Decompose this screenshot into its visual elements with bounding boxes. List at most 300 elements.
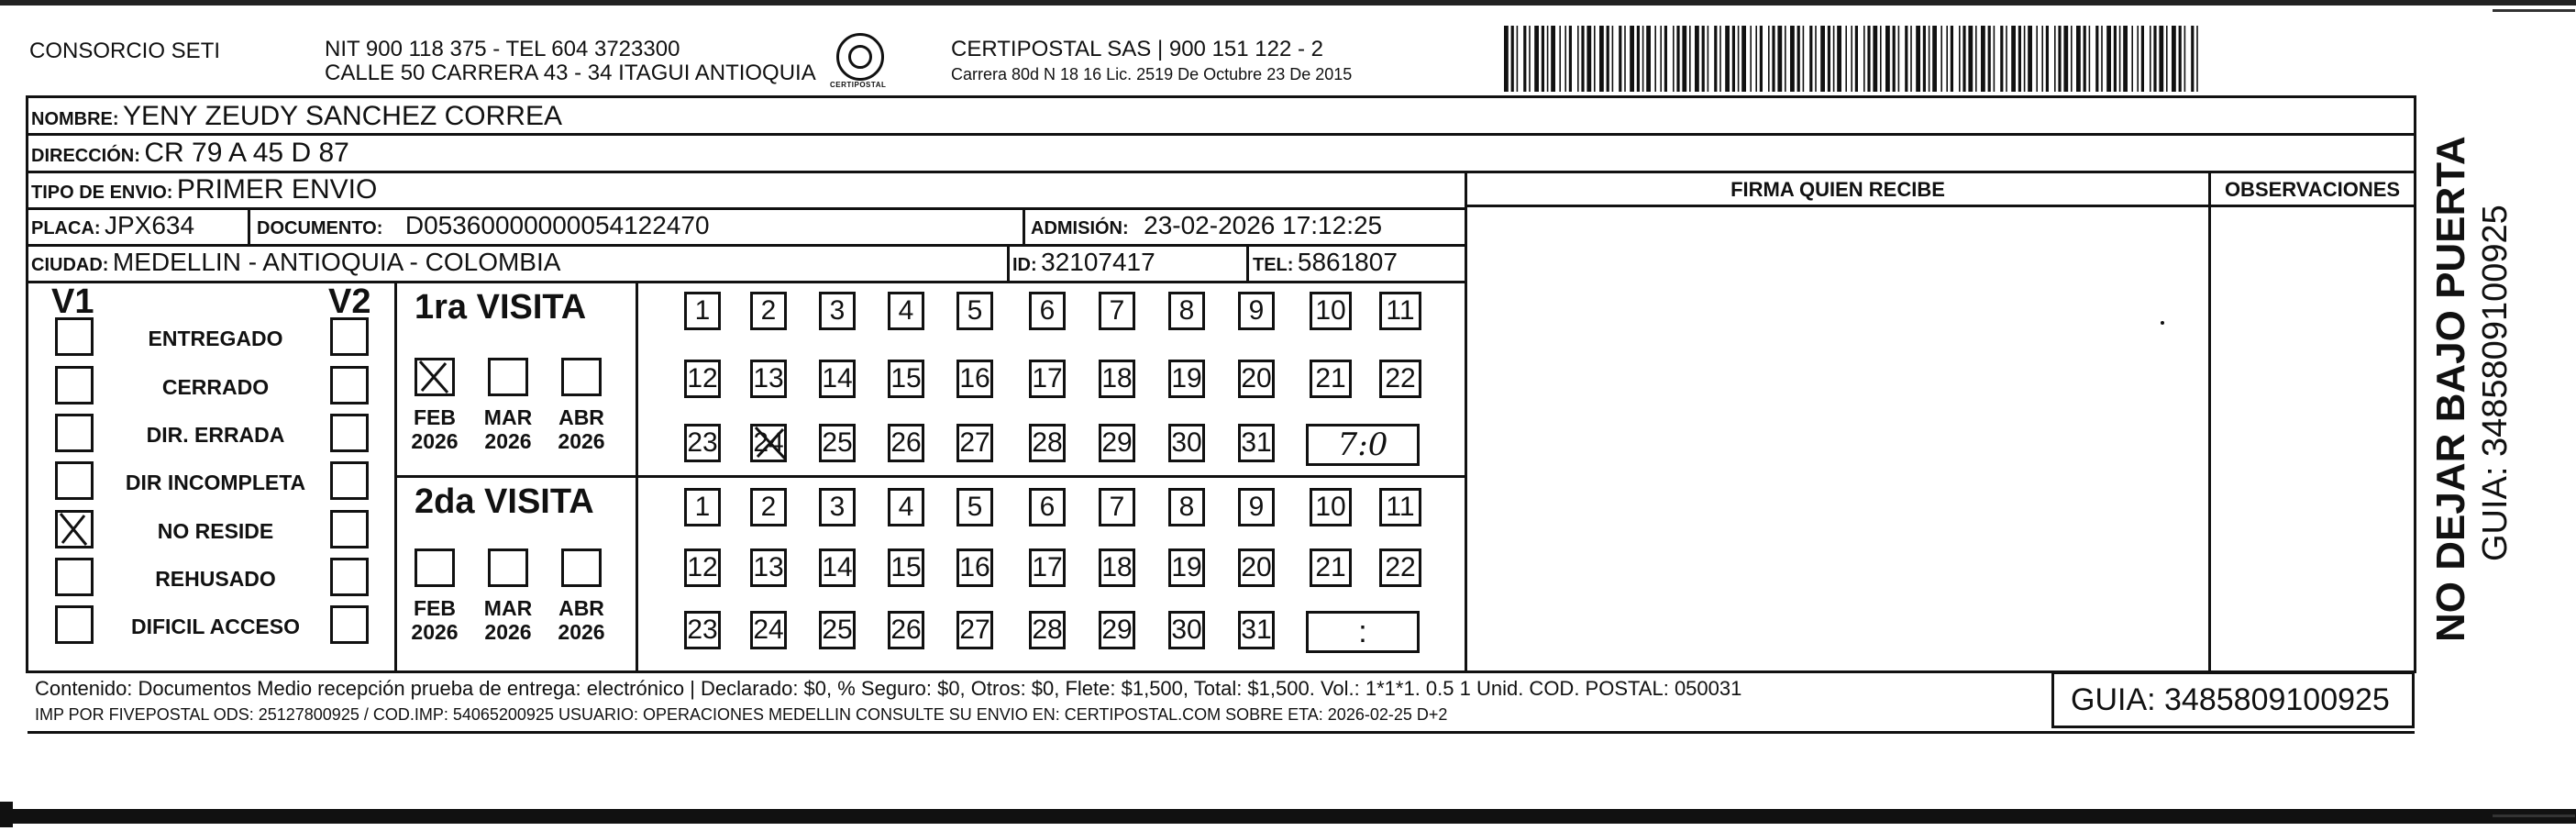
- day-box[interactable]: 13: [750, 360, 787, 398]
- company-address: CALLE 50 CARRERA 43 - 34 ITAGUI ANTIOQUIA: [325, 61, 816, 85]
- barcode-bar: [1975, 26, 1977, 92]
- row-line: [26, 207, 1465, 210]
- status-v1-checkbox[interactable]: [55, 317, 94, 356]
- name-value: YENY ZEUDY SANCHEZ CORREA: [123, 101, 562, 131]
- barcode-bar: [1820, 26, 1825, 92]
- status-v2-checkbox[interactable]: [330, 510, 369, 548]
- barcode-bar: [1511, 26, 1514, 92]
- month-checkbox[interactable]: [561, 358, 602, 396]
- month-label: [405, 596, 464, 644]
- barcode-bar: [1863, 26, 1865, 92]
- barcode-bar: [1517, 26, 1519, 92]
- check-mark: [750, 424, 792, 462]
- day-box[interactable]: 10: [1310, 292, 1352, 330]
- footer-imp-line: IMP POR FIVEPOSTAL ODS: 25127800925 / COD.IMP: 54065200925 USUARIO: OPERACIONES MEDELLIN CONSULTE SU ENVIO EN: CERTIPOSTAL.COM SOBRE ETA: 2026-02-25 D+2: [35, 705, 1448, 724]
- barcode-bar: [2114, 26, 2117, 92]
- day-box[interactable]: 31: [1238, 611, 1275, 649]
- month-year: 2026: [558, 429, 605, 453]
- plate-value: JPX634: [105, 211, 195, 239]
- row-line: [26, 281, 1465, 283]
- month-label: [552, 596, 611, 644]
- certipostal-logo: [836, 33, 884, 81]
- barcode-bar: [1719, 26, 1721, 92]
- barcode-bar: [1867, 26, 1870, 92]
- barcode-bar: [2041, 26, 2043, 92]
- id-row: [1012, 248, 1155, 277]
- signature-dot: [2161, 321, 2164, 325]
- barcode-bar: [1504, 26, 1509, 92]
- barcode-bar: [1642, 26, 1644, 92]
- barcode-bar: [1851, 26, 1852, 92]
- barcode-bar: [1828, 26, 1830, 92]
- day-box[interactable]: 18: [1099, 360, 1135, 398]
- barcode-bar: [1523, 26, 1526, 92]
- barcode-bar: [1893, 26, 1896, 92]
- barcode-bar: [1940, 26, 1942, 92]
- barcode-bar: [1951, 26, 1953, 92]
- barcode-bar: [1660, 26, 1662, 92]
- address-label: DIRECCIÓN:: [31, 146, 140, 166]
- barcode-bar: [1790, 26, 1795, 92]
- city-label: CIUDAD:: [31, 255, 109, 275]
- barcode-bar: [1689, 26, 1691, 92]
- barcode-bar: [1682, 26, 1686, 92]
- day-box[interactable]: 24: [750, 611, 787, 649]
- day-box[interactable]: 3: [819, 488, 856, 526]
- barcode-bar: [2119, 26, 2121, 92]
- barcode-bar: [1946, 26, 1948, 92]
- row-line: [26, 133, 2416, 136]
- barcode-bar: [1534, 26, 1539, 92]
- side-cut-line: [2493, 814, 2575, 817]
- carrier-address: Carrera 80d N 18 16 Lic. 2519 De Octubre 23 De 2015: [951, 65, 1353, 83]
- month-label: [552, 405, 611, 453]
- barcode-bar: [2137, 26, 2139, 92]
- barcode-bar: [2159, 26, 2163, 92]
- observations-header: OBSERVACIONES: [2224, 178, 2401, 201]
- status-v2-checkbox[interactable]: [330, 414, 369, 452]
- barcode-bar: [1654, 26, 1656, 92]
- barcode-bar: [1637, 26, 1640, 92]
- col-line: [248, 207, 250, 244]
- tel-row: [1253, 248, 1398, 277]
- day-box[interactable]: 7: [1099, 292, 1135, 330]
- plate-label: PLACA:: [31, 218, 101, 238]
- day-box[interactable]: 2: [750, 292, 787, 330]
- shipment-value: PRIMER ENVIO: [176, 174, 378, 205]
- day-box[interactable]: 22: [1379, 548, 1421, 587]
- barcode-bar: [1988, 26, 1991, 92]
- day-box[interactable]: 25: [819, 424, 856, 462]
- barcode-bar: [1676, 26, 1679, 92]
- col-line: [1246, 244, 1249, 281]
- barcode-bar: [1741, 26, 1746, 92]
- col-line: [2208, 171, 2211, 673]
- status-v2-checkbox[interactable]: [330, 558, 369, 596]
- day-box[interactable]: 31: [1238, 424, 1275, 462]
- status-v1-checkbox[interactable]: [55, 366, 94, 404]
- barcode-bar: [1708, 26, 1709, 92]
- status-label: DIR INCOMPLETA: [125, 471, 306, 494]
- plate-row: [31, 211, 194, 240]
- day-box[interactable]: 3: [819, 292, 856, 330]
- barcode-bar: [1837, 26, 1841, 92]
- barcode-bar: [1646, 26, 1651, 92]
- barcode-bar: [1612, 26, 1614, 92]
- side-guide: GUIA: 3485809100925: [2476, 205, 2515, 561]
- barcode-bar: [2063, 26, 2068, 92]
- barcode-bar: [1797, 26, 1800, 92]
- day-box[interactable]: 20: [1238, 548, 1275, 587]
- check-mark: [415, 358, 455, 396]
- barcode-bar: [1833, 26, 1835, 92]
- barcode-bar: [1815, 26, 1817, 92]
- barcode: [1504, 26, 2206, 92]
- barcode-bar: [1587, 26, 1591, 92]
- barcode-bar: [1910, 26, 1912, 92]
- day-box[interactable]: 7: [1099, 488, 1135, 526]
- barcode-bar: [2123, 26, 2128, 92]
- visit1-title: 1ra VISITA: [415, 288, 587, 327]
- barcode-bar: [1855, 26, 1858, 92]
- barcode-bar: [2028, 26, 2032, 92]
- bottom-border-line: [0, 809, 2576, 824]
- col-line: [394, 281, 397, 673]
- visit1-time-field[interactable]: [1306, 424, 1420, 466]
- month-checkbox[interactable]: [488, 358, 528, 396]
- status-v1-checkbox[interactable]: [55, 558, 94, 596]
- day-box[interactable]: 15: [888, 548, 924, 587]
- barcode-bar: [1885, 26, 1890, 92]
- month-checkbox[interactable]: [488, 548, 528, 587]
- side-cut-line: [2493, 9, 2575, 12]
- barcode-bar: [2018, 26, 2021, 92]
- barcode-bar: [2150, 26, 2151, 92]
- day-box[interactable]: 19: [1168, 548, 1205, 587]
- barcode-bar: [1777, 26, 1782, 92]
- day-box[interactable]: 22: [1379, 360, 1421, 398]
- day-box[interactable]: 29: [1099, 611, 1135, 649]
- status-label: REHUSADO: [155, 567, 276, 591]
- status-v1-checkbox[interactable]: [55, 510, 94, 548]
- col-line: [636, 281, 638, 673]
- address-row: [31, 138, 349, 169]
- id-value: 32107417: [1041, 248, 1155, 276]
- month-label: [405, 405, 464, 453]
- name-label: NOMBRE:: [31, 109, 119, 129]
- day-box[interactable]: 5: [956, 292, 993, 330]
- barcode-bar: [1803, 26, 1805, 92]
- day-box[interactable]: 1: [684, 488, 721, 526]
- col-line: [2414, 95, 2416, 673]
- barcode-bar: [1624, 26, 1626, 92]
- day-box[interactable]: 25: [819, 611, 856, 649]
- day-box[interactable]: 11: [1379, 488, 1421, 526]
- carrier-name: CERTIPOSTAL SAS | 900 151 122 - 2: [951, 37, 1323, 61]
- barcode-bar: [2076, 26, 2081, 92]
- barcode-bar: [1607, 26, 1609, 92]
- day-box[interactable]: 15: [888, 360, 924, 398]
- day-box[interactable]: 18: [1099, 548, 1135, 587]
- day-box[interactable]: 21: [1310, 360, 1352, 398]
- company-name: CONSORCIO SETI: [29, 39, 221, 63]
- barcode-bar: [1581, 26, 1584, 92]
- status-v2-checkbox[interactable]: [330, 317, 369, 356]
- barcode-bar: [1673, 26, 1675, 92]
- day-box[interactable]: 4: [888, 488, 924, 526]
- shipment-row: [31, 174, 377, 205]
- company-nit: NIT 900 118 375 - TEL 604 3723300: [325, 37, 680, 61]
- barcode-bar: [2089, 26, 2091, 92]
- day-box[interactable]: 13: [750, 548, 787, 587]
- check-mark: [55, 510, 94, 548]
- barcode-bar: [2054, 26, 2056, 92]
- day-box[interactable]: 6: [1029, 292, 1066, 330]
- barcode-bar: [1702, 26, 1705, 92]
- barcode-bar: [1898, 26, 1900, 92]
- barcode-bar: [1916, 26, 1920, 92]
- footer-content-line: Contenido: Documentos Medio recepción prueba de entrega: electrónico | Declarado: $0, % Seguro: $0, Otros: $0, Flete: $1,500, Total: $1,500. Vol.: 1*1*1. 0.5 1 Unid. COD. POSTAL: 050031: [35, 677, 1742, 700]
- barcode-bar: [1577, 26, 1579, 92]
- month-name: FEB: [414, 596, 456, 620]
- city-row: [31, 248, 560, 277]
- month-checkbox[interactable]: [415, 358, 455, 396]
- visit2-time-value: :: [1358, 615, 1367, 649]
- barcode-bar: [1923, 26, 1926, 92]
- day-box[interactable]: 10: [1310, 488, 1352, 526]
- barcode-bar: [1880, 26, 1882, 92]
- visit2-time-field[interactable]: [1306, 611, 1420, 653]
- barcode-bar: [1542, 26, 1544, 92]
- barcode-bar: [1559, 26, 1561, 92]
- month-name: ABR: [558, 596, 604, 620]
- month-year: 2026: [484, 429, 532, 453]
- barcode-bar: [2058, 26, 2061, 92]
- day-box[interactable]: 28: [1029, 611, 1066, 649]
- day-box[interactable]: 2: [750, 488, 787, 526]
- status-v2-checkbox[interactable]: [330, 461, 369, 500]
- barcode-bar: [2141, 26, 2144, 92]
- day-box[interactable]: 30: [1168, 611, 1205, 649]
- day-box[interactable]: 21: [1310, 548, 1352, 587]
- barcode-bar: [2095, 26, 2098, 92]
- footer-bottom-line: [28, 731, 2415, 734]
- barcode-bar: [1768, 26, 1770, 92]
- day-box[interactable]: 8: [1168, 488, 1205, 526]
- barcode-bar: [1962, 26, 1965, 92]
- barcode-bar: [1551, 26, 1555, 92]
- barcode-bar: [2011, 26, 2016, 92]
- barcode-bar: [1738, 26, 1740, 92]
- status-v2-checkbox[interactable]: [330, 366, 369, 404]
- barcode-bar: [2084, 26, 2086, 92]
- status-v1-checkbox[interactable]: [55, 414, 94, 452]
- barcode-bar: [1664, 26, 1667, 92]
- barcode-bar: [2046, 26, 2049, 92]
- barcode-bar: [2153, 26, 2156, 92]
- barcode-bar: [1594, 26, 1596, 92]
- barcode-bar: [1564, 26, 1566, 92]
- barcode-bar: [2000, 26, 2003, 92]
- month-year: 2026: [484, 620, 532, 644]
- barcode-bar: [1809, 26, 1812, 92]
- day-box[interactable]: 26: [888, 424, 924, 462]
- barcode-bar: [2024, 26, 2026, 92]
- barcode-bar: [1785, 26, 1786, 92]
- col-line: [1007, 244, 1010, 281]
- barcode-bar: [1732, 26, 1735, 92]
- barcode-bar: [2179, 26, 2182, 92]
- barcode-bar: [1569, 26, 1572, 92]
- barcode-bar: [1630, 26, 1634, 92]
- day-box[interactable]: 19: [1168, 360, 1205, 398]
- barcode-bar: [1994, 26, 1996, 92]
- admission-row: [1031, 211, 1382, 240]
- day-box[interactable]: 30: [1168, 424, 1205, 462]
- day-box[interactable]: 23: [684, 424, 721, 462]
- barcode-bar: [1905, 26, 1907, 92]
- status-label: ENTREGADO: [148, 327, 283, 350]
- barcode-bar: [2106, 26, 2111, 92]
- day-box[interactable]: 16: [956, 360, 993, 398]
- tel-value: 5861807: [1297, 248, 1398, 276]
- month-checkbox[interactable]: [415, 548, 455, 587]
- barcode-bar: [2131, 26, 2133, 92]
- day-box[interactable]: 9: [1238, 488, 1275, 526]
- barcode-bar: [1760, 26, 1763, 92]
- day-box[interactable]: 17: [1029, 360, 1066, 398]
- barcode-bar: [1968, 26, 1973, 92]
- month-label: [479, 596, 537, 644]
- barcode-bar: [1873, 26, 1877, 92]
- month-name: MAR: [483, 596, 533, 620]
- barcode-bar: [1772, 26, 1774, 92]
- col-line: [1023, 207, 1025, 244]
- day-box[interactable]: 23: [684, 611, 721, 649]
- barcode-bar: [1845, 26, 1847, 92]
- barcode-bar: [2191, 26, 2194, 92]
- month-name: MAR: [483, 405, 533, 429]
- bottom-border-cap: [0, 802, 13, 827]
- status-v2-checkbox[interactable]: [330, 605, 369, 644]
- barcode-bar: [1547, 26, 1549, 92]
- status-label: CERRADO: [161, 375, 270, 399]
- month-year: 2026: [411, 429, 459, 453]
- barcode-bar: [1695, 26, 1699, 92]
- day-box[interactable]: 12: [684, 548, 721, 587]
- row-line: [394, 475, 1465, 478]
- month-name: ABR: [558, 405, 604, 429]
- status-v1-checkbox[interactable]: [55, 605, 94, 644]
- col-line: [1465, 171, 1467, 673]
- month-name: FEB: [414, 405, 456, 429]
- v2-header: V2: [328, 283, 371, 321]
- signature-header: FIRMA QUIEN RECIBE: [1730, 178, 1945, 201]
- admission-label: ADMISIÓN:: [1031, 218, 1129, 238]
- document-value: D05360000000054122470: [404, 211, 710, 239]
- barcode-bar: [2036, 26, 2038, 92]
- visit2-title: 2da VISITA: [415, 482, 594, 521]
- certipostal-logo-text: CERTIPOSTAL: [830, 81, 887, 89]
- barcode-bar: [2006, 26, 2007, 92]
- day-box[interactable]: 9: [1238, 292, 1275, 330]
- day-box[interactable]: 27: [956, 424, 993, 462]
- day-box[interactable]: 1: [684, 292, 721, 330]
- barcode-bar: [1725, 26, 1730, 92]
- barcode-bar: [2196, 26, 2198, 92]
- day-box[interactable]: 20: [1238, 360, 1275, 398]
- barcode-bar: [1959, 26, 1961, 92]
- day-box[interactable]: 16: [956, 548, 993, 587]
- visit1-time-value: 7:0: [1337, 427, 1388, 463]
- top-border-line: [0, 0, 2576, 6]
- barcode-bar: [1755, 26, 1757, 92]
- barcode-bar: [1929, 26, 1930, 92]
- barcode-bar: [1981, 26, 1985, 92]
- day-box[interactable]: 6: [1029, 488, 1066, 526]
- month-year: 2026: [558, 620, 605, 644]
- shipment-label: TIPO DE ENVIO:: [31, 183, 173, 203]
- day-box[interactable]: 8: [1168, 292, 1205, 330]
- barcode-bar: [1599, 26, 1604, 92]
- status-label: NO RESIDE: [157, 519, 274, 543]
- admission-value: 23-02-2026 17:12:25: [1144, 211, 1383, 239]
- footer-guide-box: GUIA: 3485809100925: [2051, 671, 2415, 728]
- document-row: [257, 211, 710, 240]
- name-row: [31, 101, 562, 132]
- row-line: [26, 244, 1465, 247]
- status-label: DIR. ERRADA: [146, 423, 285, 447]
- tel-label: TEL:: [1253, 255, 1294, 275]
- barcode-bar: [1529, 26, 1531, 92]
- barcode-bar: [1750, 26, 1752, 92]
- address-value: CR 79 A 45 D 87: [144, 138, 349, 168]
- id-label: ID:: [1012, 255, 1037, 275]
- day-box[interactable]: 28: [1029, 424, 1066, 462]
- v1-header: V1: [51, 283, 94, 321]
- barcode-bar: [2101, 26, 2103, 92]
- barcode-bar: [1714, 26, 1717, 92]
- status-label: DIFICIL ACCESO: [130, 615, 300, 638]
- day-box[interactable]: 26: [888, 611, 924, 649]
- month-checkbox[interactable]: [561, 548, 602, 587]
- day-box[interactable]: 14: [819, 360, 856, 398]
- document-label: DOCUMENTO:: [257, 218, 383, 238]
- day-box[interactable]: 4: [888, 292, 924, 330]
- day-box[interactable]: 29: [1099, 424, 1135, 462]
- barcode-bar: [1619, 26, 1621, 92]
- day-box[interactable]: 14: [819, 548, 856, 587]
- month-label: [479, 405, 537, 453]
- barcode-bar: [2184, 26, 2186, 92]
- day-box[interactable]: 12: [684, 360, 721, 398]
- city-value: MEDELLIN - ANTIOQUIA - COLOMBIA: [112, 248, 561, 276]
- day-box[interactable]: 27: [956, 611, 993, 649]
- day-box[interactable]: 5: [956, 488, 993, 526]
- day-box[interactable]: 24: [750, 424, 787, 462]
- row-line: [26, 171, 2416, 173]
- barcode-bar: [1932, 26, 1937, 92]
- side-warning: NO DEJAR BAJO PUERTA: [2428, 136, 2473, 642]
- day-box[interactable]: 11: [1379, 292, 1421, 330]
- month-year: 2026: [411, 620, 459, 644]
- day-box[interactable]: 17: [1029, 548, 1066, 587]
- barcode-bar: [2166, 26, 2168, 92]
- barcode-bar: [2172, 26, 2176, 92]
- barcode-bar: [2071, 26, 2073, 92]
- status-v1-checkbox[interactable]: [55, 461, 94, 500]
- row-line: [1465, 205, 2416, 207]
